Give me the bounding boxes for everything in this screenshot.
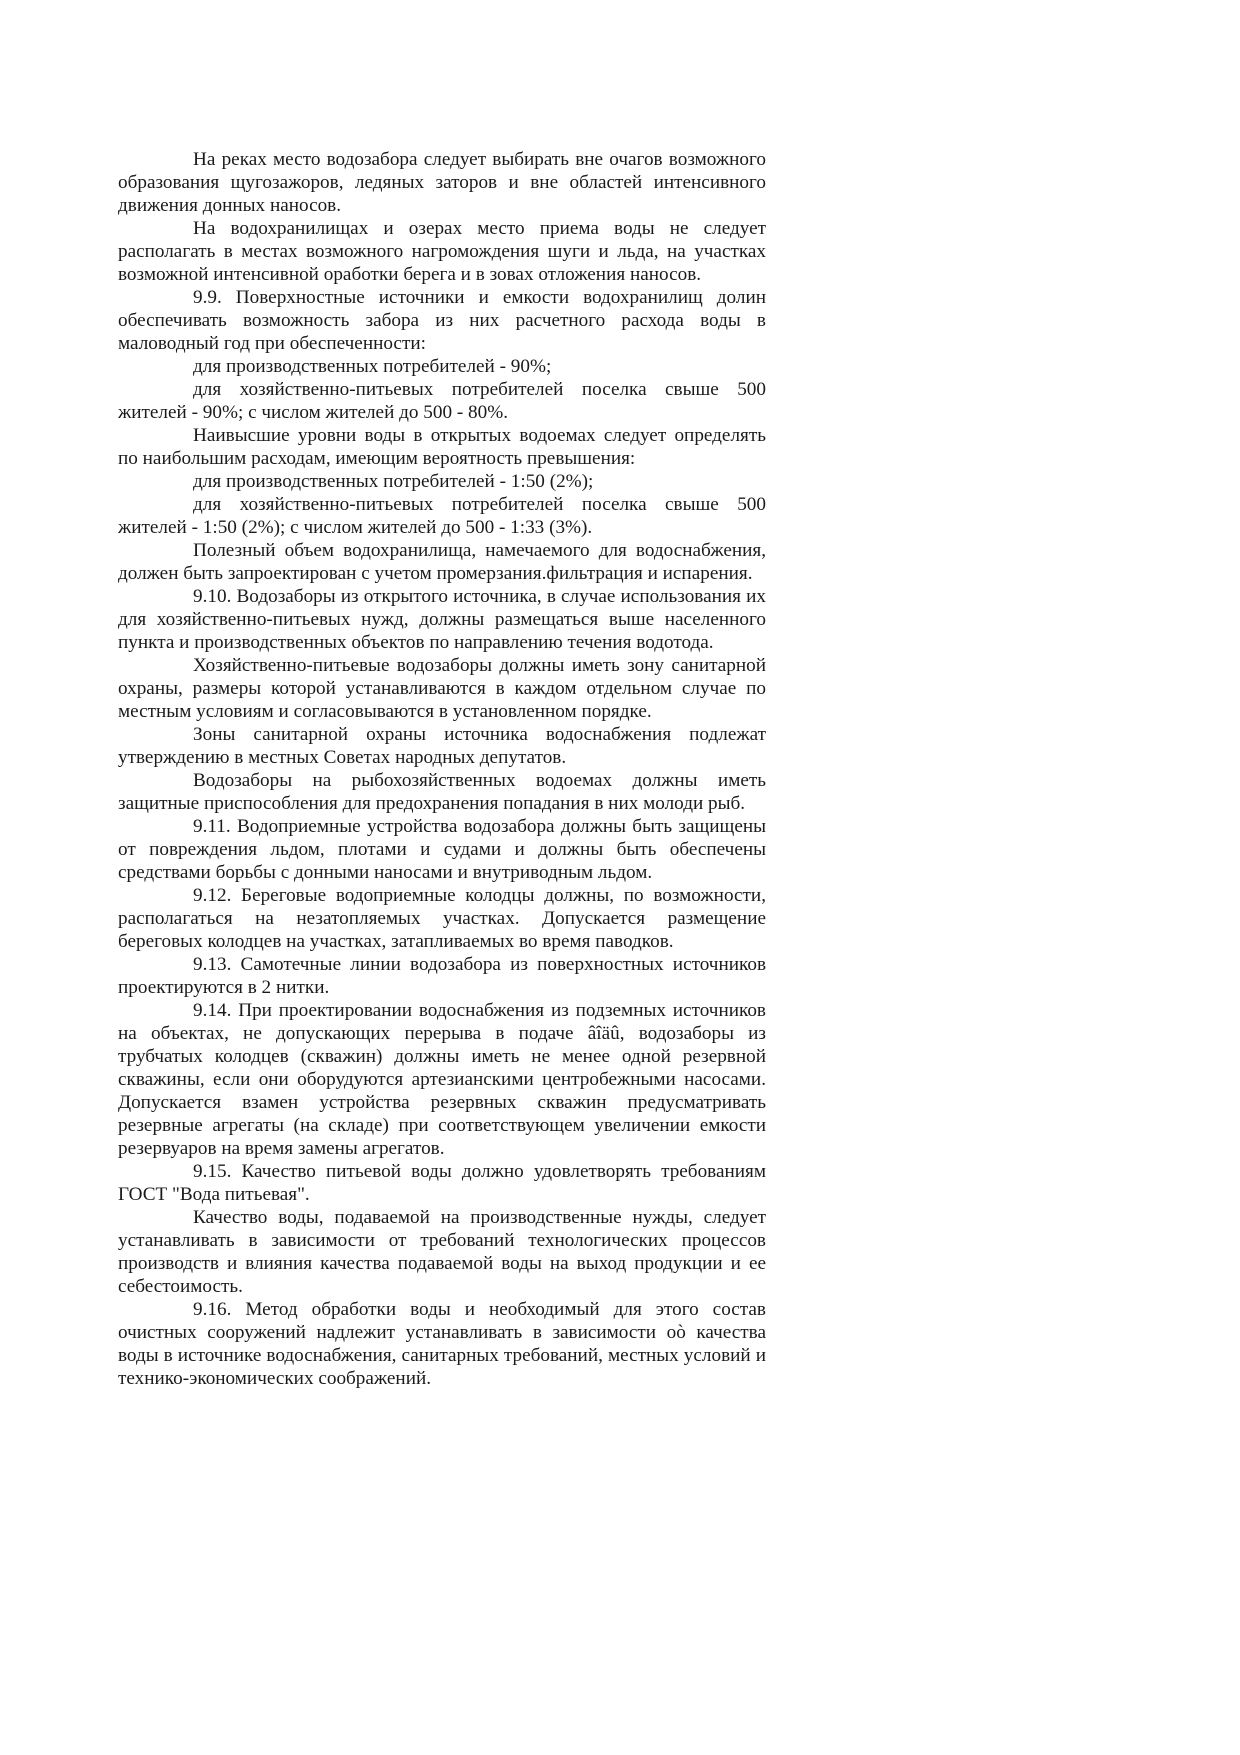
paragraph-9-15: 9.15. Качество питьевой воды должно удовлетворять требованиям ГОСТ "Вода питьевая". [118,1161,766,1205]
paragraph-industrial-consumers-90: для производственных потребителей - 90%; [193,356,552,377]
paragraph-reservoir-intake-location: На водохранилищах и озерах место приема воды не следует располагать в местах возможного нагромождения шуги и льда, на участках возможной интенсивной оработки берега и в зовах отложения наносов. [118,218,766,285]
paragraph-9-12: 9.12. Береговые водоприемные колодцы должны, по возможности, располагаться на незатопляемых участках. Допускается размещение береговых колодцев на участках, затапливаемых во время паводков. [118,885,766,952]
paragraph-9-11: 9.11. Водоприемные устройства водозабора должны быть защищены от повреждения льдом, плотами и судами и должны быть обеспечены средствами борьбы с донными наносами и внутриводным льдом. [118,816,766,883]
paragraph-sanitary-zone: Хозяйственно-питьевые водозаборы должны иметь зону санитарной охраны, размеры которой устанавливаются в каждом отдельном случае по местным условиям и согласовываются в установленном порядке. [118,655,766,722]
paragraph-highest-water-levels: Наивысшие уровни воды в открытых водоемах следует определять по наибольшим расходам, имеющим вероятность превышения: [118,425,766,469]
paragraph-household-consumers-90-80: для хозяйственно-питьевых потребителей поселка свыше 500 жителей - 90%; с числом жителей до 500 - 80%. [118,379,766,423]
paragraph-household-consumers-1-50: для хозяйственно-питьевых потребителей поселка свыше 500 жителей - 1:50 (2%); с числом жителей до 500 - 1:33 (3%). [118,494,766,538]
paragraph-9-16: 9.16. Метод обработки воды и необходимый для этого состав очистных сооружений надлежит устанавливать в зависимости oò качества воды в источнике водоснабжения, санитарных требований, местных условий и технико-экономических соображений. [118,1299,766,1389]
paragraph-river-intake-location: На реках место водозабора следует выбирать вне очагов возможного образования щугозажоров, ледяных заторов и вне областей интенсивного движения донных наносов. [118,149,766,216]
paragraph-fishery-intakes: Водозаборы на рыбохозяйственных водоемах должны иметь защитные приспособления для предохранения попадания в них молоди рыб. [118,770,766,814]
paragraph-useful-reservoir-volume: Полезный объем водохранилища, намечаемого для водоснабжения, должен быть запроектирован с учетом промерзания.фильтрация и испарения. [118,540,766,584]
paragraph-9-10: 9.10. Водозаборы из открытого источника, в случае использования их для хозяйственно-питьевых нужд, должны размещаться выше населенного пункта и производственных объектов по направлению течения водотода. [118,586,766,653]
paragraph-industrial-water-quality: Качество воды, подаваемой на производственные нужды, следует устанавливать в зависимости от требований технологических процессов производств и влияния качества подаваемой воды на выход продукции и ее себестоимость. [118,1207,766,1297]
paragraph-sanitary-zone-approval: Зоны санитарной охраны источника водоснабжения подлежат утверждению в местных Советах народных депутатов. [118,724,766,768]
document-page [118,148,766,1390]
paragraph-9-9: 9.9. Поверхностные источники и емкости водохранилищ долин обеспечивать возможность забора из них расчетного расхода воды в маловодный год при обеспеченности: [118,287,766,354]
paragraph-9-14: 9.14. При проектировании водоснабжения из подземных источников на объектах, не допускающих перерыва в подаче âîäû, водозаборы из трубчатых колодцев (скважин) должны иметь не менее одной резервной скважины, если они оборудуются артезианскими центробежными насосами. Допускается взамен устройства резервных скважин предусматривать резервные агрегаты (на складе) при соответствующем увеличении емкости резервуаров на время замены агрегатов. [118,1000,766,1159]
paragraph-industrial-consumers-1-50: для производственных потребителей - 1:50 (2%); [193,471,594,492]
paragraph-9-13: 9.13. Самотечные линии водозабора из поверхностных источников проектируются в 2 нитки. [118,954,766,998]
